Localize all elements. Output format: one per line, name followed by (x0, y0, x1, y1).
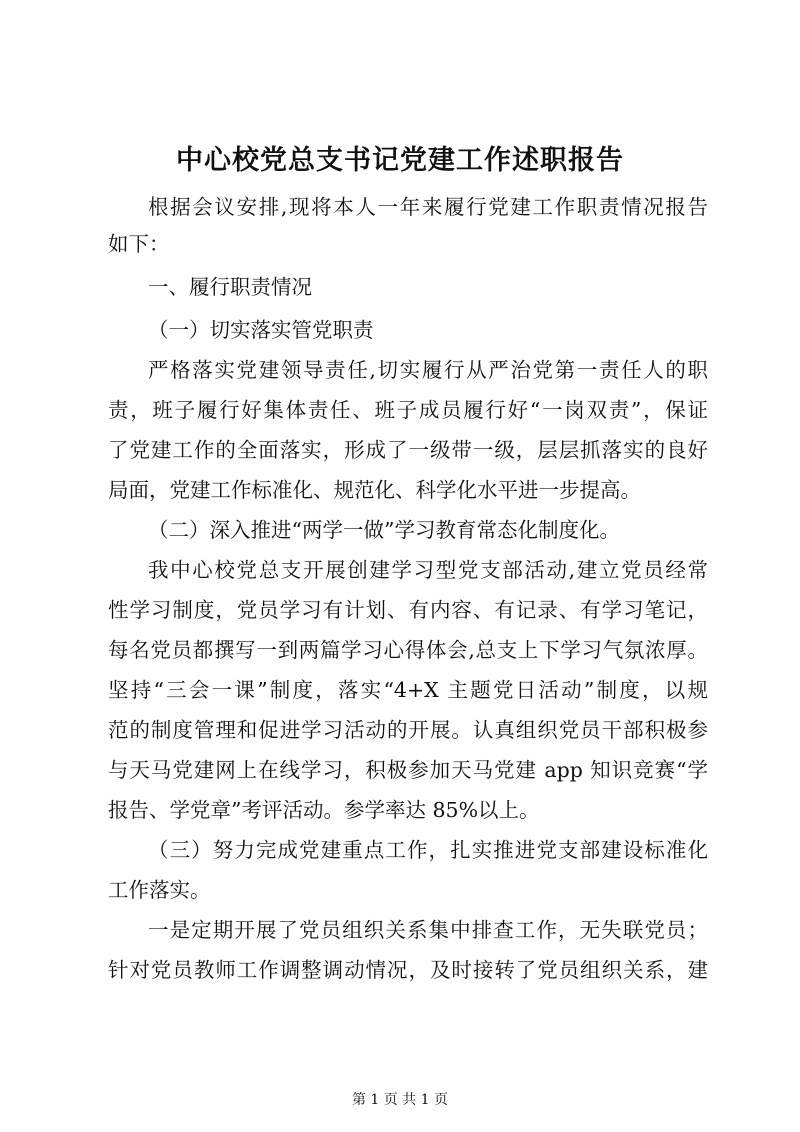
paragraph-line: 工作落实。 (108, 878, 211, 902)
subsection-heading: （二）深入推进“两学一做”学习教育常态化制度化。 (148, 518, 620, 542)
paragraph-line: 针对党员教师工作调整调动情况，及时接转了党员组织关系，建 (108, 958, 708, 982)
paragraph-line: 一是定期开展了党员组织关系集中排查工作，无失联党员； (148, 918, 708, 942)
paragraph-line: 严格落实党建领导责任,切实履行从严治党第一责任人的职 (148, 358, 708, 382)
document-title: 中心校党总支书记党建工作述职报告 (176, 145, 624, 176)
paragraph-line: 每名党员都撰写一到两篇学习心得体会,总支上下学习气氛浓厚。 (108, 638, 708, 662)
paragraph-line: 坚持“三会一课”制度，落实“4+X 主题党日活动”制度，以规 (108, 678, 708, 702)
paragraph-line: 局面，党建工作标准化、规范化、科学化水平进一步提高。 (108, 478, 641, 502)
paragraph-line: 根据会议安排,现将本人一年来履行党建工作职责情况报告 (148, 195, 708, 219)
subsection-heading: （三）努力完成党建重点工作，扎实推进党支部建设标准化 (148, 838, 708, 862)
paragraph-line: 与天马党建网上在线学习，积极参加天马党建 app 知识竞赛“学 (108, 758, 708, 782)
paragraph-line: 报告、学党章”考评活动。参学率达 85%以上。 (108, 798, 540, 822)
paragraph-line: 责，班子履行好集体责任、班子成员履行好“一岗双责”，保证 (108, 398, 708, 422)
page-footer: 第 1 页 共 1 页 (351, 1092, 449, 1108)
paragraph-line: 范的制度管理和促进学习活动的开展。认真组织党员干部积极参 (108, 718, 708, 742)
paragraph-line: 了党建工作的全面落实，形成了一级带一级，层层抓落实的良好 (108, 438, 708, 462)
paragraph-line: 性学习制度，党员学习有计划、有内容、有记录、有学习笔记， (108, 598, 708, 622)
subsection-heading: （一）切实落实管党职责 (148, 318, 374, 342)
section-heading: 一、履行职责情况 (148, 275, 312, 299)
paragraph-line: 如下： (108, 232, 170, 256)
paragraph-line: 我中心校党总支开展创建学习型党支部活动,建立党员经常 (148, 558, 708, 582)
